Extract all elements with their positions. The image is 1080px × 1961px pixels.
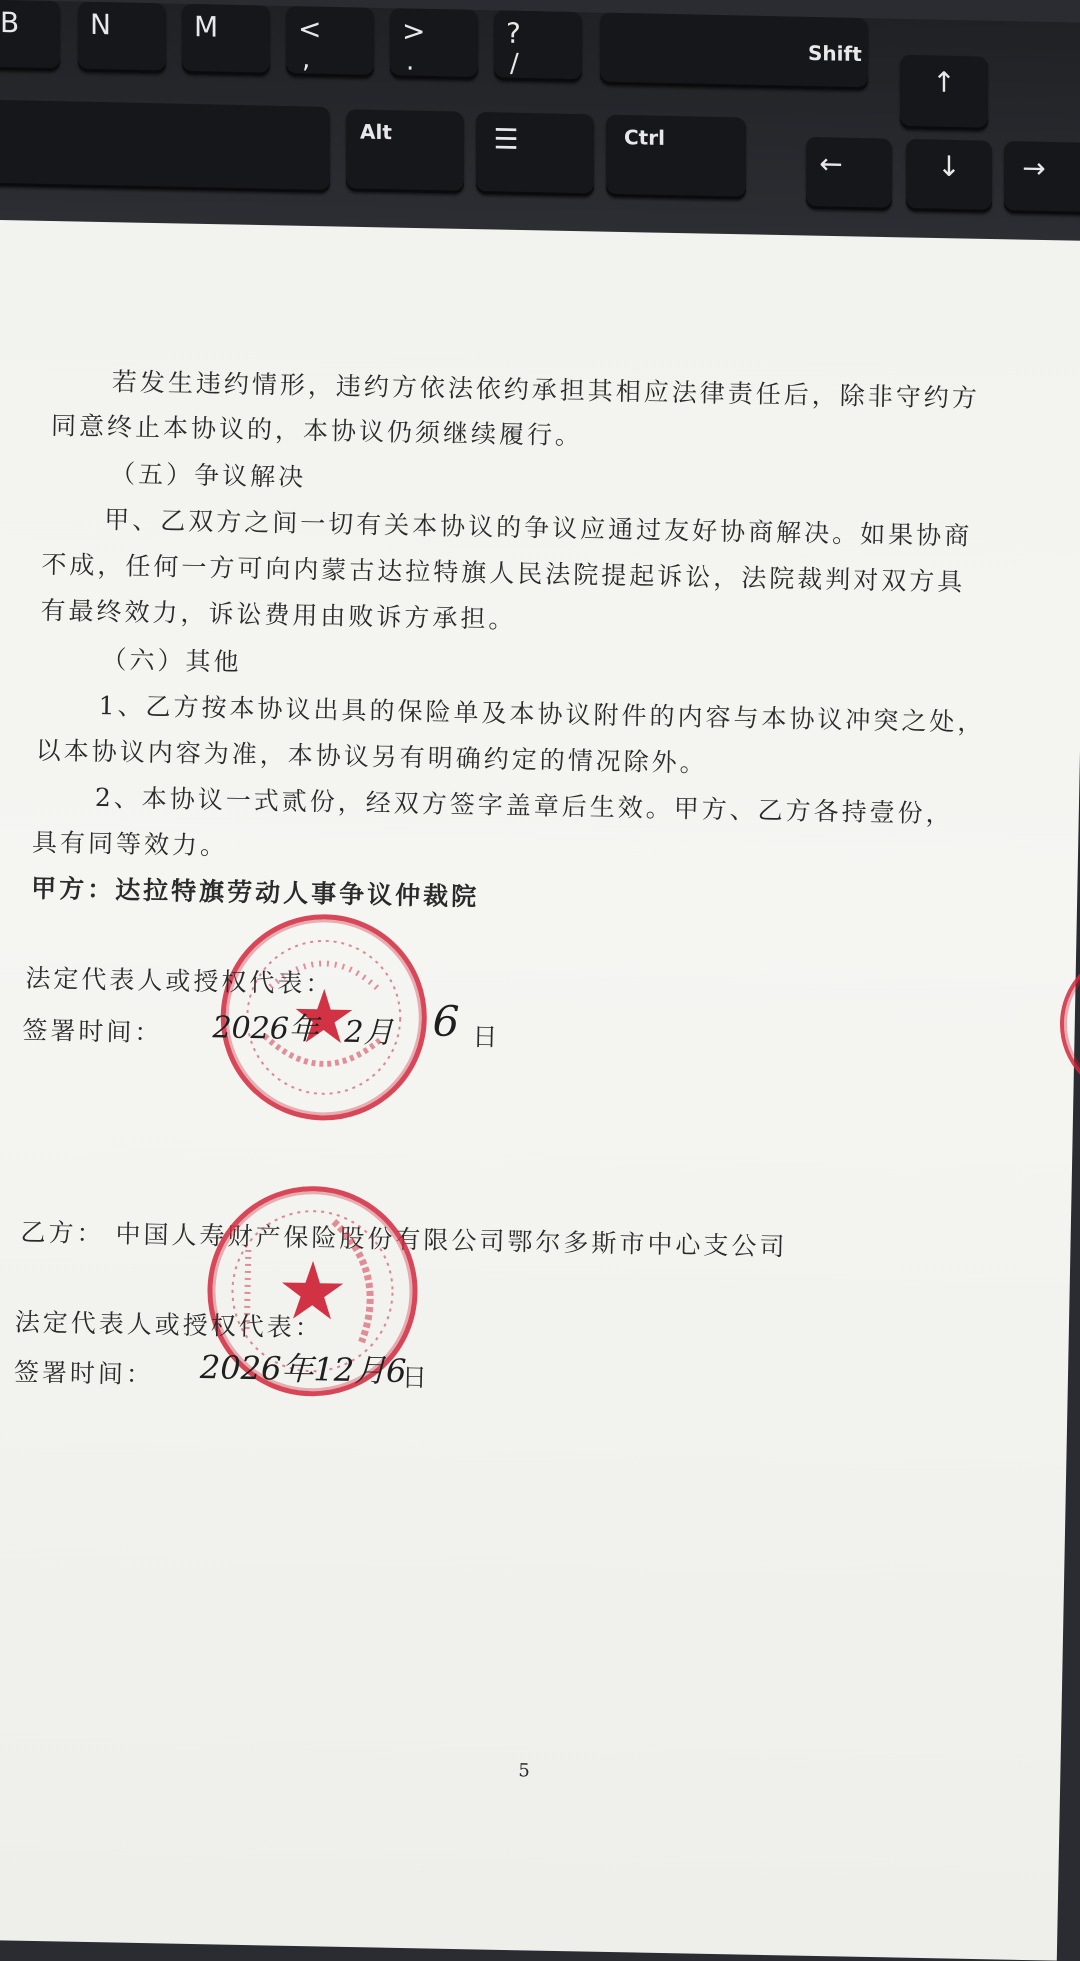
para2-line3: 有最终效力，诉讼费用由败诉方承担。	[40, 595, 517, 634]
key-comma-top: <	[298, 12, 322, 46]
party-a-name: 甲方：达拉特旗劳动人事争议仲裁院	[30, 873, 480, 912]
key-slash	[494, 10, 582, 82]
key-comma-bottom: ,	[302, 44, 311, 75]
party-a-date-day-unit: 日	[472, 1022, 501, 1052]
menu-icon: ☰	[493, 122, 519, 156]
key-up	[900, 55, 988, 131]
key-space	[0, 100, 330, 193]
left-arrow-icon: ←	[819, 147, 843, 181]
party-a-date-month: 2月	[344, 1014, 394, 1051]
key-n-label: N	[90, 7, 111, 42]
party-b-name: 乙方： 中国人寿财产保险股份有限公司鄂尔多斯市中心支公司	[20, 1217, 788, 1262]
seal-star-icon: ★	[289, 973, 358, 1061]
key-shift	[600, 13, 868, 91]
key-b-label: B	[0, 6, 20, 40]
party-a-date-year: 2026年	[212, 1010, 320, 1048]
key-comma	[286, 6, 374, 78]
right-arrow-icon: →	[1022, 151, 1046, 185]
para4-line2: 具有同等效力。	[31, 827, 229, 861]
key-period	[390, 8, 478, 80]
para1-line1: 若发生违约情形，违约方依法依约承担其相应法律责任后，除非守约方	[111, 367, 981, 413]
para3-line2: 以本协议内容为准，本协议另有明确约定的情况除外。	[35, 735, 708, 778]
page-number: 5	[518, 1760, 530, 1782]
key-slash-bottom: /	[510, 48, 519, 79]
key-right	[1004, 141, 1080, 215]
para4-line1: 2、本协议一式贰份，经双方签字盖章后生效。甲方、乙方各持壹份，	[94, 782, 954, 829]
para1-line2: 同意终止本协议的，本协议仍须继续履行。	[50, 411, 584, 451]
key-m	[182, 4, 270, 76]
key-m-label: M	[194, 10, 219, 44]
key-alt-label: Alt	[360, 119, 392, 145]
section-6-heading: （六）其他	[101, 645, 242, 677]
key-period-top: >	[402, 14, 426, 48]
party-b-date-handwritten: 2026年12月6	[199, 1348, 407, 1391]
key-shift-label: Shift	[808, 40, 862, 67]
party-b-rep-label: 法定代表人或授权代表：	[14, 1307, 324, 1343]
para2-line1: 甲、乙双方之间一切有关本协议的争议应通过友好协商解决。如果协商	[103, 505, 973, 551]
seal-star-icon: ★	[275, 1244, 350, 1339]
key-b	[0, 0, 60, 71]
party-b-date-label: 签署时间：	[13, 1357, 155, 1390]
party-a-rep-label: 法定代表人或授权代表：	[25, 963, 334, 999]
section-5-heading: （五）争议解决	[109, 459, 307, 492]
up-arrow-icon: ↑	[932, 65, 956, 100]
party-a-date-label: 签署时间：	[22, 1015, 163, 1048]
key-n	[78, 2, 166, 74]
key-slash-top: ?	[506, 16, 521, 50]
key-down	[906, 139, 992, 213]
document-body	[0, 220, 1080, 1940]
party-a-date-day: 6	[432, 996, 460, 1046]
para2-line2: 不成，任何一方可向内蒙古达拉特旗人民法院提起诉讼，法院裁判对双方具	[41, 549, 966, 597]
key-menu	[476, 112, 594, 196]
key-left	[806, 137, 892, 211]
down-arrow-icon: ↓	[937, 149, 961, 184]
key-alt	[346, 109, 464, 193]
key-period-bottom: .	[406, 46, 415, 77]
paper-sheet	[0, 220, 1080, 1961]
party-b-date-day-unit: 日	[401, 1362, 431, 1393]
key-ctrl	[606, 115, 746, 200]
key-ctrl-label: Ctrl	[624, 125, 665, 150]
para3-line1: 1、乙方按本协议出具的保险单及本协议附件的内容与本协议冲突之处，	[98, 690, 986, 738]
